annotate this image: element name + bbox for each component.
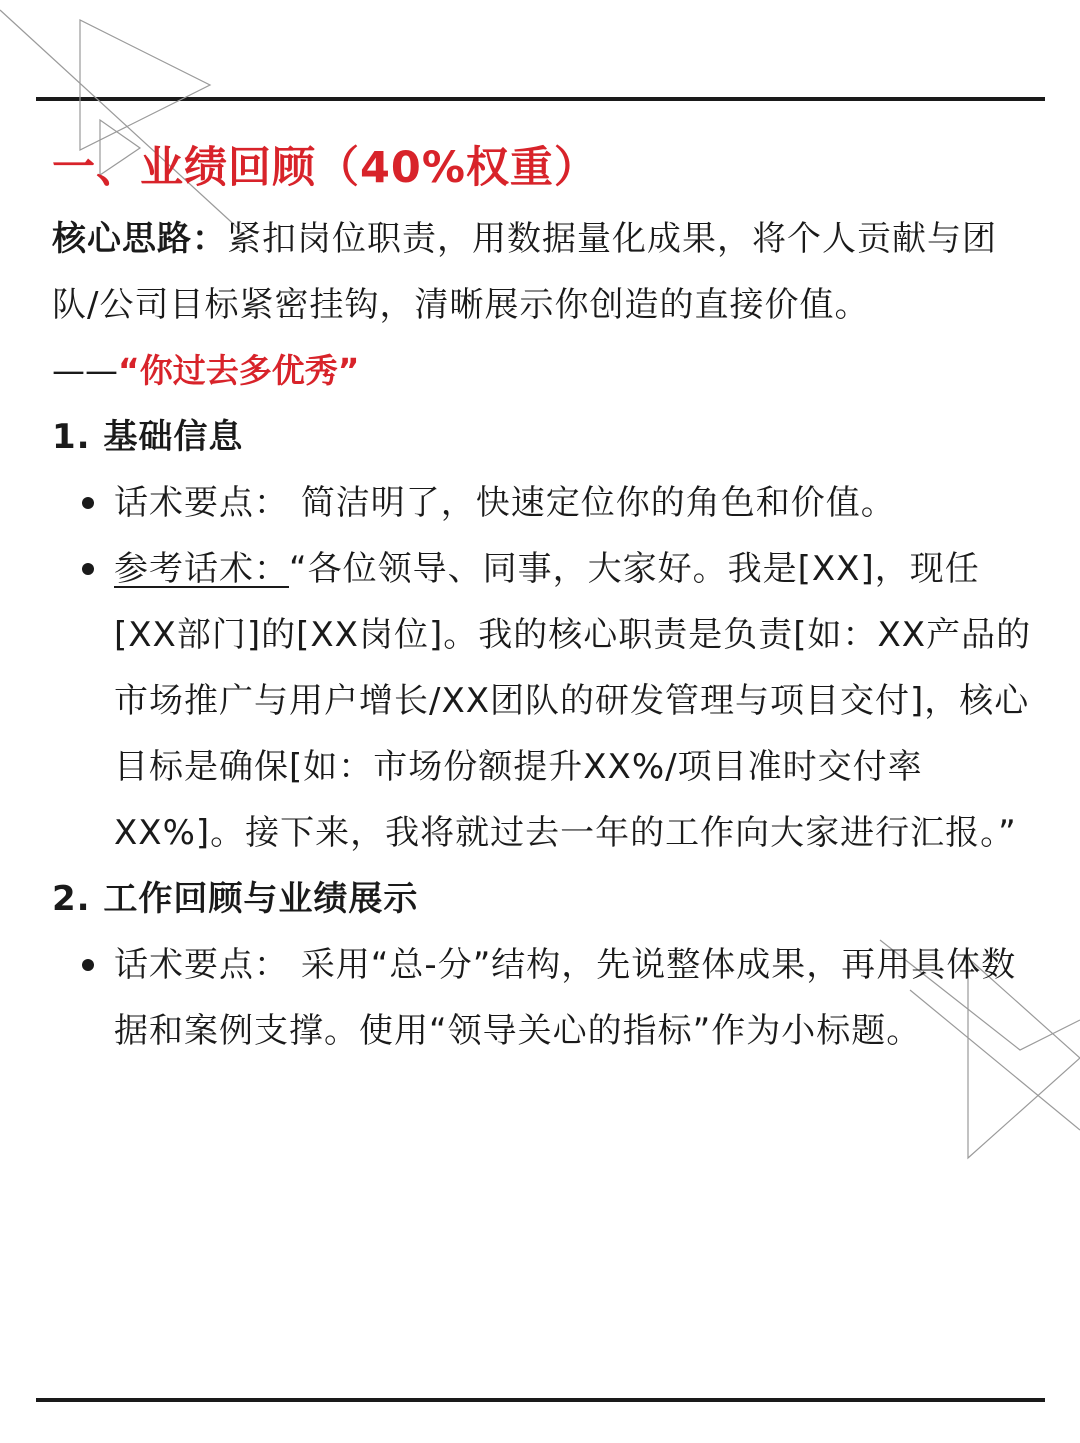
tagline <box>52 338 1032 404</box>
list-item <box>52 932 1032 1064</box>
bullet-label-underlined: 参考话术： <box>114 549 289 589</box>
list-item <box>52 536 1032 866</box>
bullet-text: 采用“总-分”结构，先说整体成果，再用具体数据和案例支撑。使用“领导关心的指标”作为小标题。 <box>114 945 1017 1051</box>
bullet-dot-icon <box>82 959 94 971</box>
basic-info-bullets <box>52 470 1032 866</box>
bullet-text: “各位领导、同事，大家好。我是[XX]，现任[XX部门]的[XX岗位]。我的核心职责是负责[如：XX产品的市场推广与用户增长/XX团队的研发管理与项目交付]，核心目标是确保[如：市场份额提升XX%/项目准时交付率XX%]。接下来，我将就过去一年的工作向大家进行汇报。” <box>114 549 1032 853</box>
section-title: 一、业绩回顾（40%权重） <box>52 143 598 193</box>
list-item <box>52 470 1032 536</box>
bullet-dot-icon <box>82 497 94 509</box>
tagline-dash: —— <box>52 351 118 390</box>
bullet-label: 话术要点： <box>114 483 289 523</box>
tagline-quote: “你过去多优秀” <box>118 351 360 390</box>
bullet-label: 话术要点： <box>114 945 289 985</box>
work-review-bullets <box>52 932 1032 1064</box>
bullet-text: 简洁明了，快速定位你的角色和价值。 <box>300 483 896 523</box>
core-idea-text: 紧扣岗位职责，用数据量化成果，将个人贡献与团队/公司目标紧密挂钩，清晰展示你创造的直接价值。 <box>52 219 997 325</box>
item-heading-basic-info: 1. 基础信息 <box>52 417 244 457</box>
item-heading-work-review: 2. 工作回顾与业绩展示 <box>52 879 419 919</box>
bullet-dot-icon <box>82 563 94 575</box>
bottom-divider <box>36 1398 1045 1402</box>
article-content <box>52 130 1032 1064</box>
core-idea-paragraph <box>52 206 1032 338</box>
core-idea-label: 核心思路： <box>52 219 227 259</box>
